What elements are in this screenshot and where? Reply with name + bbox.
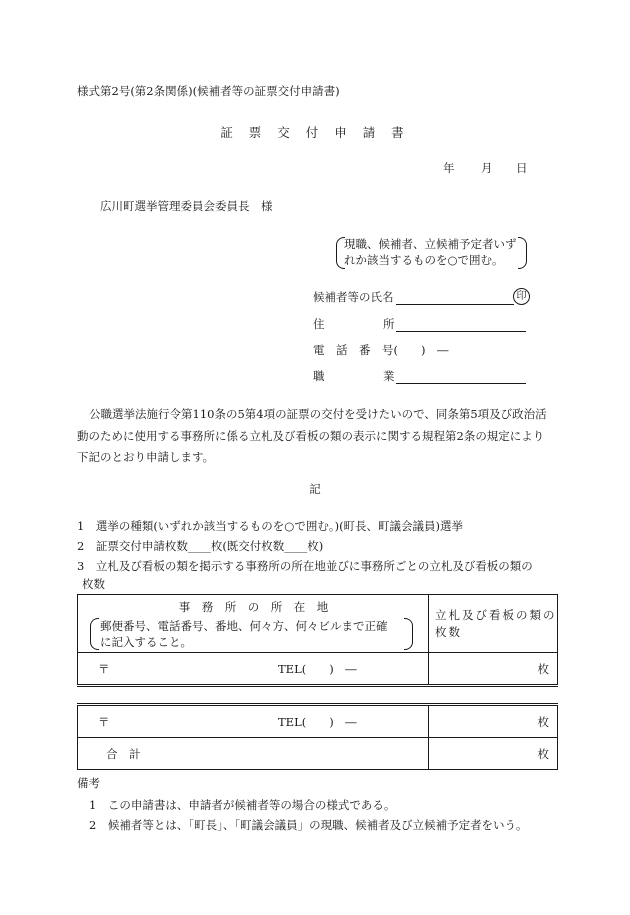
address-field[interactable] bbox=[396, 317, 526, 332]
address-label-a: 住 bbox=[313, 317, 325, 331]
date-day: 日 bbox=[516, 161, 528, 175]
item-2: 2 証票交付申請枚数____枚(既交付枚数____枚) bbox=[77, 539, 324, 553]
total-row-count[interactable] bbox=[429, 738, 558, 770]
header-count: 立札及び看板の類の枚数 bbox=[429, 595, 558, 653]
phone-label: 電 話 番 号( ) ― bbox=[313, 343, 449, 357]
note-close-bracket bbox=[518, 237, 527, 269]
tel-label: TEL( ) ― bbox=[278, 715, 357, 729]
header-location-title: 事 務 所 の 所 在 地 bbox=[178, 600, 329, 614]
item-3-cont: 枚数 bbox=[82, 577, 105, 591]
remarks-heading: 備考 bbox=[77, 776, 100, 790]
postal-mark: 〒 bbox=[98, 662, 110, 676]
count-unit: 枚 bbox=[537, 715, 549, 729]
name-field[interactable] bbox=[396, 290, 514, 305]
remark-1: 1 この申請書は、申請者が候補者等の場合の様式である。 bbox=[89, 798, 396, 812]
office-table bbox=[77, 594, 558, 770]
table-gap bbox=[78, 686, 558, 705]
header-close-bracket bbox=[404, 618, 413, 650]
office-row-1-count[interactable] bbox=[429, 653, 558, 686]
date-month: 月 bbox=[481, 161, 493, 175]
header-open-bracket bbox=[90, 618, 99, 650]
form-reference: 様式第2号(第2条関係)(候補者等の証票交付申請書) bbox=[77, 84, 340, 98]
address-label-b: 所 bbox=[383, 317, 395, 331]
office-row-2-count[interactable] bbox=[429, 705, 558, 738]
seal-mark: 印 bbox=[513, 288, 530, 305]
job-label-a: 職 bbox=[313, 369, 325, 383]
addressee: 広川町選挙管理委員会委員長 様 bbox=[100, 199, 273, 213]
job-label-b: 業 bbox=[383, 369, 395, 383]
note-line-2: れか該当するものを○で囲む。 bbox=[344, 253, 504, 267]
remark-2: 2 候補者等とは、「町長」、「町議会議員」の現職、候補者及び立候補予定者をいう。 bbox=[89, 818, 528, 832]
ki-heading: 記 bbox=[309, 482, 321, 496]
body-paragraph: 公職選挙法施行令第110条の5第4項の証票の交付を受けたいので、同条第5項及び政治活動のために使用する事務所に係る立札及び看板の類の表示に関する規程第2条の規定により下記のとおり申請します。 bbox=[77, 407, 547, 464]
item-1: 1 選挙の種類(いずれか該当するものを○で囲む。)(町長、町議会議員)選挙 bbox=[77, 519, 464, 533]
tel-label: TEL( ) ― bbox=[278, 662, 357, 676]
office-row-2-location[interactable] bbox=[78, 705, 429, 738]
office-row-1-location[interactable] bbox=[78, 653, 429, 686]
note-line-1: 現職、候補者、立候補予定者いず bbox=[344, 237, 517, 251]
total-row-label bbox=[78, 738, 429, 770]
total-unit: 枚 bbox=[537, 747, 549, 761]
page-title: 証 票 交 付 申 請 書 bbox=[220, 125, 410, 140]
job-field[interactable] bbox=[396, 369, 526, 384]
total-label: 合 計 bbox=[106, 747, 141, 761]
item-3: 3 立札及び看板の類を掲示する事務所の所在地並びに事務所ごとの立札及び看板の類の bbox=[77, 559, 533, 573]
date-year: 年 bbox=[443, 161, 455, 175]
header-location-note: 郵便番号、電話番号、番地、何々方、何々ビルまで正確に記入すること。 bbox=[100, 619, 388, 649]
header-location bbox=[78, 595, 429, 653]
postal-mark: 〒 bbox=[98, 715, 110, 729]
name-label: 候補者等の氏名 bbox=[313, 290, 394, 304]
count-unit: 枚 bbox=[537, 662, 549, 676]
